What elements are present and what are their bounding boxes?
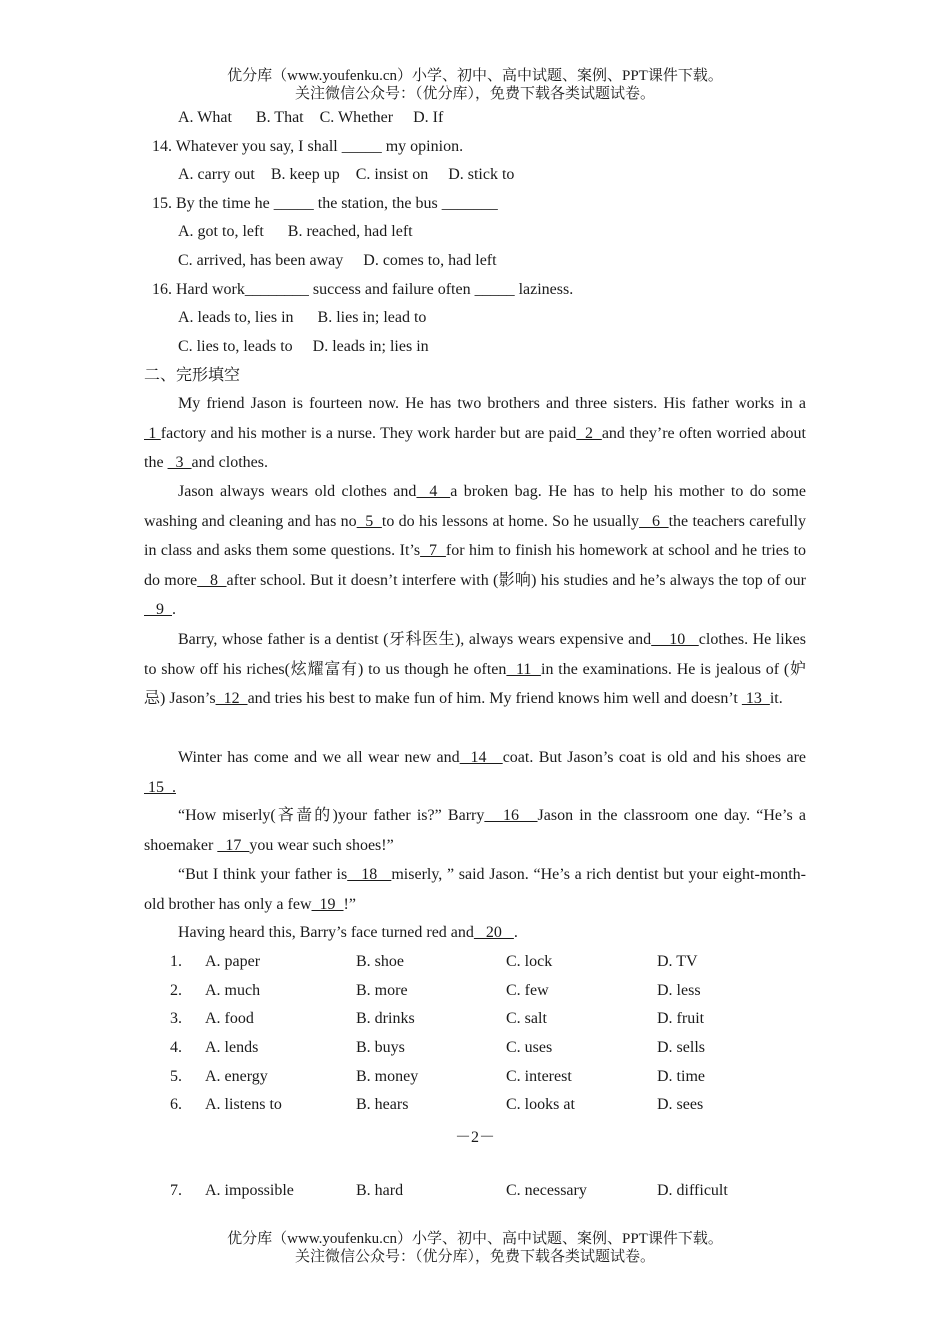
choice-number: 3. [170, 1010, 182, 1027]
p2-text-4: the teachers carefully in class and asks them some questions. It’s [144, 512, 807, 560]
option-c: C. uses [506, 1039, 553, 1056]
option-d: D. TV [657, 953, 698, 970]
p1-text-1: My friend Jason is fourteen now. He has two brothers and three sisters. His father works in a [178, 395, 806, 412]
blank-10: 10 [651, 631, 699, 648]
option-d: D. fruit [657, 1010, 705, 1027]
blank-9: 9 [144, 601, 172, 619]
p6-text-1: “But I think your father is [178, 866, 348, 883]
option-a: A. listens to [205, 1096, 282, 1113]
blank-11: 11 [506, 660, 541, 678]
blank-12: 12 [215, 690, 248, 708]
option-b: B. hears [356, 1096, 409, 1113]
p4-text-2: coat. But Jason’s coat is old and his shoes are [502, 749, 807, 766]
q14-stem: 14. Whatever you say, I shall _____ my opinion. [152, 138, 464, 155]
option-c: C. necessary [506, 1182, 587, 1199]
p2-text-2: a broken bag. He has to help his mother to do some washing and cleaning and has no [144, 483, 807, 530]
option-b: B. hard [356, 1182, 404, 1199]
passage-paragraph-3 [144, 625, 806, 714]
p3-text-3: in the examinations. He is jealous of (妒忌) Jason’s [144, 660, 806, 708]
blank-15: 15 . [144, 778, 176, 796]
p2-text-3: to do his lessons at home. So he usually [381, 512, 640, 530]
header-line-1: 优分库（www.youfenku.cn）小学、初中、高中试题、案例、PPT课件下载。 [227, 68, 723, 84]
p2-text-7: . [172, 601, 176, 619]
option-c: C. lock [506, 953, 553, 970]
choice-row-6 [170, 1095, 810, 1115]
footer-line-2: 关注微信公众号：（优分库），免费下载各类试题试卷。 [294, 1249, 655, 1265]
option-a: A. paper [205, 953, 261, 970]
p7-text-2: . [513, 924, 518, 941]
q13-options: A. What B. That C. Whether D. If [178, 109, 444, 126]
p1-text-4: and clothes. [191, 454, 268, 472]
page-number: －2－ [454, 1129, 495, 1146]
passage-paragraph-5 [144, 801, 806, 860]
q14-options: A. carry out B. keep up C. insist on D. stick to [178, 166, 515, 183]
option-b: B. money [356, 1068, 419, 1085]
p2-text-5: for him to finish his homework at school and he tries to do more [144, 542, 807, 589]
blank-6: 6 [639, 512, 669, 530]
blank-4: 4 [416, 483, 451, 500]
blank-17: 17 [217, 836, 250, 854]
p2-text-6: after school. But it doesn’t interfere with (影响) his studies and he’s always the top of our [226, 571, 806, 589]
choice-number: 7. [170, 1182, 182, 1199]
blank-20: 20 [473, 924, 514, 941]
p1-text-2: factory and his mother is a nurse. They work harder but are paid [160, 424, 577, 442]
option-c: C. looks at [506, 1096, 575, 1113]
choice-row-4 [170, 1038, 810, 1058]
choice-row-3 [170, 1009, 810, 1029]
option-b: B. shoe [356, 953, 404, 970]
section-title: 二、完形填空 [144, 367, 241, 384]
option-a: A. energy [205, 1068, 268, 1085]
p6-text-2: miserly, ” said Jason. “He’s a rich dentist but your eight-month-old brother has only a few [144, 866, 807, 913]
passage-paragraph-2 [144, 477, 806, 625]
blank-7: 7 [420, 542, 446, 560]
blank-5: 5 [356, 512, 382, 530]
blank-2: 2 [576, 424, 602, 442]
blank-14: 14 [459, 749, 503, 766]
option-a: A. lends [205, 1039, 259, 1056]
q15-stem: 15. By the time he _____ the station, the bus _______ [152, 195, 498, 212]
blank-18: 18 [347, 866, 392, 883]
choice-row-1 [170, 952, 810, 972]
blank-1: 1 [144, 424, 161, 442]
p5-text-2: Jason in the classroom one day. “He’s a shoemaker [144, 807, 807, 854]
option-d: D. difficult [657, 1182, 728, 1199]
footer-line-1: 优分库（www.youfenku.cn）小学、初中、高中试题、案例、PPT课件下载。 [227, 1231, 723, 1247]
option-b: B. more [356, 982, 408, 999]
option-a: A. food [205, 1010, 254, 1027]
q16-stem: 16. Hard work________ success and failure often _____ laziness. [152, 281, 574, 298]
choice-number: 6. [170, 1096, 182, 1113]
p7-text-1: Having heard this, Barry’s face turned red and [178, 924, 474, 941]
choice-row-5 [170, 1067, 810, 1087]
p3-text-5: it. [769, 690, 783, 708]
option-c: C. interest [506, 1068, 572, 1085]
option-a: A. impossible [205, 1182, 294, 1199]
q16-options-2: C. lies to, leads to D. leads in; lies in [178, 338, 429, 355]
option-d: D. sells [657, 1039, 705, 1056]
option-b: B. buys [356, 1039, 405, 1056]
p3-text-1: Barry, whose father is a dentist (牙科医生), always wears expensive and [178, 631, 652, 648]
choice-row-2 [170, 981, 810, 1001]
option-d: D. time [657, 1068, 705, 1085]
p3-text-2: clothes. He likes to show off his riches(炫耀富有) to us though he often [144, 631, 807, 678]
p1-text-3: and they’re often worried about the [144, 424, 806, 472]
blank-19: 19 [311, 895, 344, 913]
blank-13: 13 [741, 690, 770, 708]
passage-paragraph-7 [144, 918, 806, 948]
passage-paragraph-6 [144, 860, 806, 919]
header-line-2: 关注微信公众号：（优分库），免费下载各类试题试卷。 [294, 86, 655, 102]
option-c: C. few [506, 982, 549, 999]
p2-text-1: Jason always wears old clothes and [178, 483, 417, 500]
option-a: A. much [205, 982, 261, 999]
option-d: D. less [657, 982, 701, 999]
q15-options-2: C. arrived, has been away D. comes to, had left [178, 252, 497, 269]
q15-options-1: A. got to, left B. reached, had left [178, 223, 413, 240]
choice-number: 4. [170, 1039, 182, 1056]
p4-text-1: Winter has come and we all wear new and [178, 749, 460, 766]
p6-text-3: !” [343, 895, 356, 913]
choice-number: 1. [170, 953, 182, 970]
p3-text-4: and tries his best to make fun of him. My friend knows him well and doesn’t [247, 690, 742, 708]
p5-text-3: you wear such shoes!” [249, 836, 394, 854]
q16-options-1: A. leads to, lies in B. lies in; lead to [178, 309, 427, 326]
passage-paragraph-4 [144, 743, 806, 802]
option-b: B. drinks [356, 1010, 415, 1027]
choice-number: 2. [170, 982, 182, 999]
option-d: D. sees [657, 1096, 704, 1113]
passage-paragraph-1 [144, 389, 806, 478]
blank-8: 8 [197, 571, 227, 589]
p5-text-1: “How miserly(吝啬的)your father is?” Barry [178, 807, 485, 824]
option-c: C. salt [506, 1010, 547, 1027]
blank-3: 3 [167, 454, 192, 472]
choice-number: 5. [170, 1068, 182, 1085]
choice-row-7 [170, 1181, 810, 1201]
blank-16: 16 [484, 807, 538, 824]
